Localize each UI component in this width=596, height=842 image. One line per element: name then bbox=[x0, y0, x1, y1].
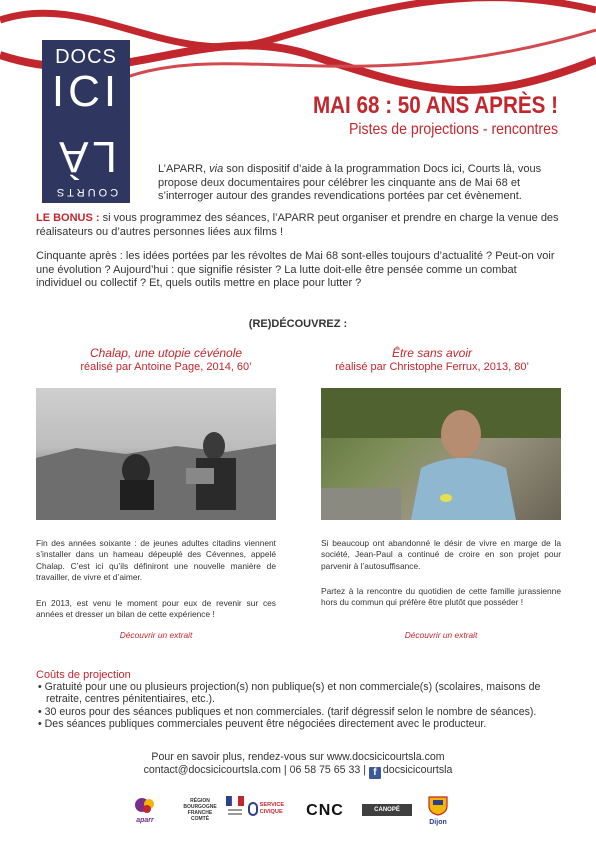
facebook-icon[interactable]: f bbox=[369, 767, 381, 779]
aparr-logo bbox=[130, 796, 160, 824]
costs-item: • 30 euros pour des séances publiques et non commerciales. (tarif dégressif selon le nombre de séances). bbox=[36, 706, 562, 718]
film-1-paragraph-1: Fin des années soixante : de jeunes adultes citadins viennent s’installer dans un hameau dépeuplé des Cévennes, appelé Chalap. C’est ici qu’ils définiront une nouvelle manière de travailler, de vivre et d’aimer. bbox=[36, 538, 276, 583]
service-civique-icon bbox=[248, 802, 258, 816]
intro-paragraph bbox=[158, 163, 562, 204]
page-title: MAI 68 : 50 ANS APRÈS ! bbox=[312, 92, 558, 119]
film-1-still-illustration bbox=[36, 388, 276, 520]
costs-title: Coûts de projection bbox=[36, 669, 131, 681]
logo-flipped-part bbox=[42, 128, 130, 198]
cnc-logo: CNC bbox=[306, 802, 344, 819]
facebook-handle[interactable]: docsicicourtsla bbox=[382, 764, 453, 776]
marianne-logo bbox=[226, 796, 244, 825]
logo-la-text: LÀ bbox=[55, 132, 117, 181]
intro-via: via bbox=[209, 163, 224, 175]
dijon-logo-text: Dijon bbox=[429, 819, 447, 826]
canope-logo: CANOPÉ bbox=[362, 804, 412, 816]
film-1-title: Chalap, une utopie cévénole bbox=[89, 346, 243, 360]
region-logo: RÉGION BOURGOGNE FRANCHE COMTÉ bbox=[183, 798, 217, 822]
dijon-shield-icon bbox=[427, 796, 449, 816]
film-2-paragraph-2: Partez à la rencontre du quotidien de cette famille jurassienne hors du commun qui préfère être plutôt que posséder ! bbox=[321, 586, 561, 608]
marianne-icon bbox=[226, 796, 244, 822]
section-heading: (RE)DÉCOUVREZ : bbox=[248, 318, 348, 330]
film-2-title: Être sans avoir bbox=[391, 346, 473, 360]
page-subtitle: Pistes de projections - rencontres bbox=[349, 121, 558, 138]
logo-courts-text: COURTS bbox=[53, 186, 119, 198]
bonus-label: LE BONUS : bbox=[36, 212, 100, 224]
service-civique-logo bbox=[248, 802, 292, 816]
footer-contact-text: contact@docsicicourtsla.com | 06 58 75 65 33 | bbox=[143, 764, 369, 776]
costs-item: • Gratuité pour une ou plusieurs projection(s) non publique(s) et non commerciale(s) (scolaires, maisons de retraite, centres pénitentiaires, etc.). bbox=[36, 681, 562, 706]
film-1-still-image bbox=[36, 388, 276, 520]
costs-item: • Des séances publiques commerciales peuvent être négociées directement avec le producteur. bbox=[36, 718, 562, 730]
partner-logos bbox=[130, 796, 470, 828]
docs-ici-courts-la-logo bbox=[42, 40, 130, 203]
costs-list bbox=[36, 681, 562, 731]
aparr-logo-icon bbox=[134, 796, 156, 814]
film-2-paragraph-1: Si beaucoup ont abandonné le désir de vivre en marge de la société, Jean-Paul a continué de croire en son projet pour parvenir à l’autosuffisance. bbox=[321, 538, 561, 571]
dijon-logo bbox=[424, 796, 452, 826]
film-2-still-illustration bbox=[321, 388, 561, 520]
question-paragraph: Cinquante après : les idées portées par les révoltes de Mai 68 sont-elles toujours d’actualité ? Peut-on voir une évolution ? Aujourd’hui : que signifie résister ? La lutte doit-elle être pensée comme un combat individuel ou collectif ? Et, quels outils mettre en place pour lutter ? bbox=[36, 250, 555, 290]
film-2-still-image bbox=[321, 388, 561, 520]
film-2-credit: réalisé par Christophe Ferrux, 2013, 80’ bbox=[335, 361, 529, 373]
logo-docs-text: DOCS bbox=[55, 46, 117, 68]
bonus-text: si vous programmez des séances, l’APARR peut organiser et prendre en charge la venue des réalisateurs ou d’autres personnes liées aux films ! bbox=[36, 212, 559, 238]
intro-text-part2: son dispositif d’aide à la programmation Docs ici, Courts là, vous propose deux documentaires pour célébrer les cinquante ans de Mai 68 et s’interroger autour des grandes revendications portées par cet évènement. bbox=[158, 163, 542, 203]
aparr-logo-text: aparr bbox=[136, 817, 154, 824]
footer-website-line: Pour en savoir plus, rendez-vous sur www.docsicicourtsla.com bbox=[151, 751, 445, 763]
film-1-credit: réalisé par Antoine Page, 2014, 60’ bbox=[80, 361, 252, 373]
service-civique-text: SERVICE CIVIQUE bbox=[259, 802, 285, 815]
film-1-extract-link[interactable]: Découvrir un extrait bbox=[119, 630, 193, 640]
footer-contact-line bbox=[0, 764, 596, 779]
logo-ici-text: ICI bbox=[51, 67, 121, 116]
intro-text-part1: L’APARR, bbox=[158, 163, 210, 175]
bonus-paragraph bbox=[36, 212, 562, 239]
film-1-paragraph-2: En 2013, est venu le moment pour eux de revenir sur ces années et dresser un bilan de cette expérience ! bbox=[36, 598, 276, 620]
film-2-extract-link[interactable]: Découvrir un extrait bbox=[404, 630, 478, 640]
